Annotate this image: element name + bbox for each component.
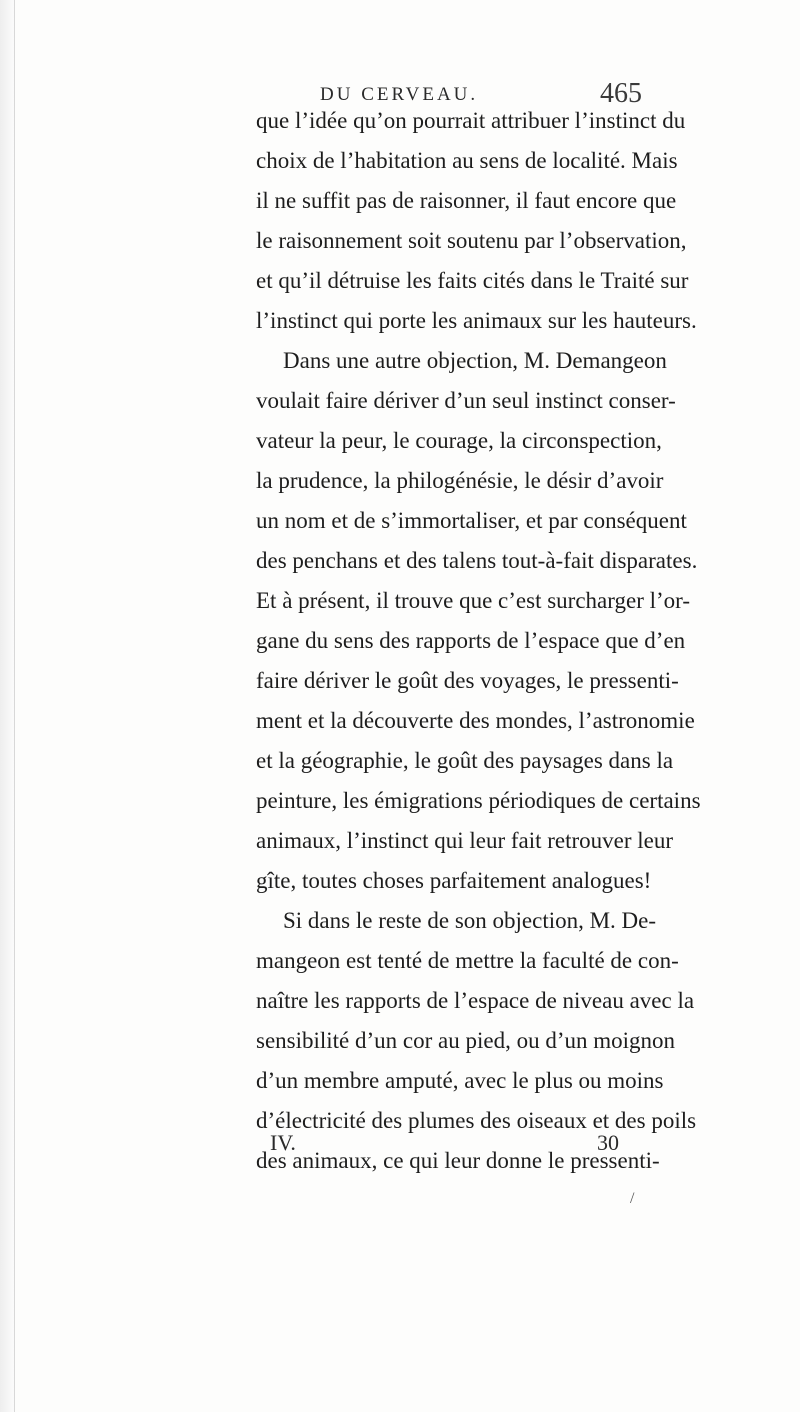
page-binding-edge xyxy=(0,0,15,1412)
text-line: mangeon est tenté de mettre la faculté de con- xyxy=(256,948,679,973)
text-line: le raisonnement soit soutenu par l’observation, xyxy=(256,228,687,253)
text-line: Si dans le reste de son objection, M. De- xyxy=(283,908,657,933)
text-line: gane du sens des rapports de l’espace que d’en xyxy=(256,628,686,653)
text-line: vateur la peur, le courage, la circonspection, xyxy=(256,428,662,453)
text-line: faire dériver le goût des voyages, le pressenti- xyxy=(256,668,679,693)
text-line: Et à présent, il trouve que c’est surcharger l’or- xyxy=(256,588,691,613)
text-line: il ne suffit pas de raisonner, il faut encore que xyxy=(256,188,677,213)
running-title: DU CERVEAU. xyxy=(320,84,479,105)
text-line: Dans une autre objection, M. Demangeon xyxy=(283,348,667,373)
text-line: naître les rapports de l’espace de niveau avec la xyxy=(256,988,695,1013)
text-line: peinture, les émigrations périodiques de certains xyxy=(256,788,701,813)
text-line: des penchans et des talens tout-à-fait disparates. xyxy=(256,548,698,573)
text-line: un nom et de s’immortaliser, et par conséquent xyxy=(256,508,687,533)
text-line: la prudence, la philogénésie, le désir d’avoir xyxy=(256,468,664,493)
text-line: voulait faire dériver d’un seul instinct conser- xyxy=(256,388,676,413)
text-line: d’électricité des plumes des oiseaux et des poils xyxy=(256,1108,697,1133)
text-line: choix de l’habitation au sens de localité. Mais xyxy=(256,148,678,173)
text-line: d’un membre amputé, avec le plus ou moins xyxy=(256,1068,664,1093)
text-line: et la géographie, le goût des paysages dans la xyxy=(256,748,674,773)
text-line: ment et la découverte des mondes, l’astronomie xyxy=(256,708,695,733)
text-line: l’instinct qui porte les animaux sur les hauteurs. xyxy=(256,308,697,333)
text-line: des animaux, ce qui leur donne le pressenti- xyxy=(256,1148,660,1173)
page-number: 465 xyxy=(600,78,642,109)
stray-mark: / xyxy=(630,1190,635,1207)
sheet-number: 30 xyxy=(597,1130,619,1155)
text-line: que l’idée qu’on pourrait attribuer l’instinct du xyxy=(256,108,686,133)
text-line: sensibilité d’un cor au pied, ou d’un moignon xyxy=(256,1028,676,1053)
signature-mark: IV. xyxy=(270,1130,296,1155)
text-line: gîte, toutes choses parfaitement analogues! xyxy=(256,868,652,893)
text-line: et qu’il détruise les faits cités dans le Traité sur xyxy=(256,268,689,293)
text-line: animaux, l’instinct qui leur fait retrouver leur xyxy=(256,828,674,853)
